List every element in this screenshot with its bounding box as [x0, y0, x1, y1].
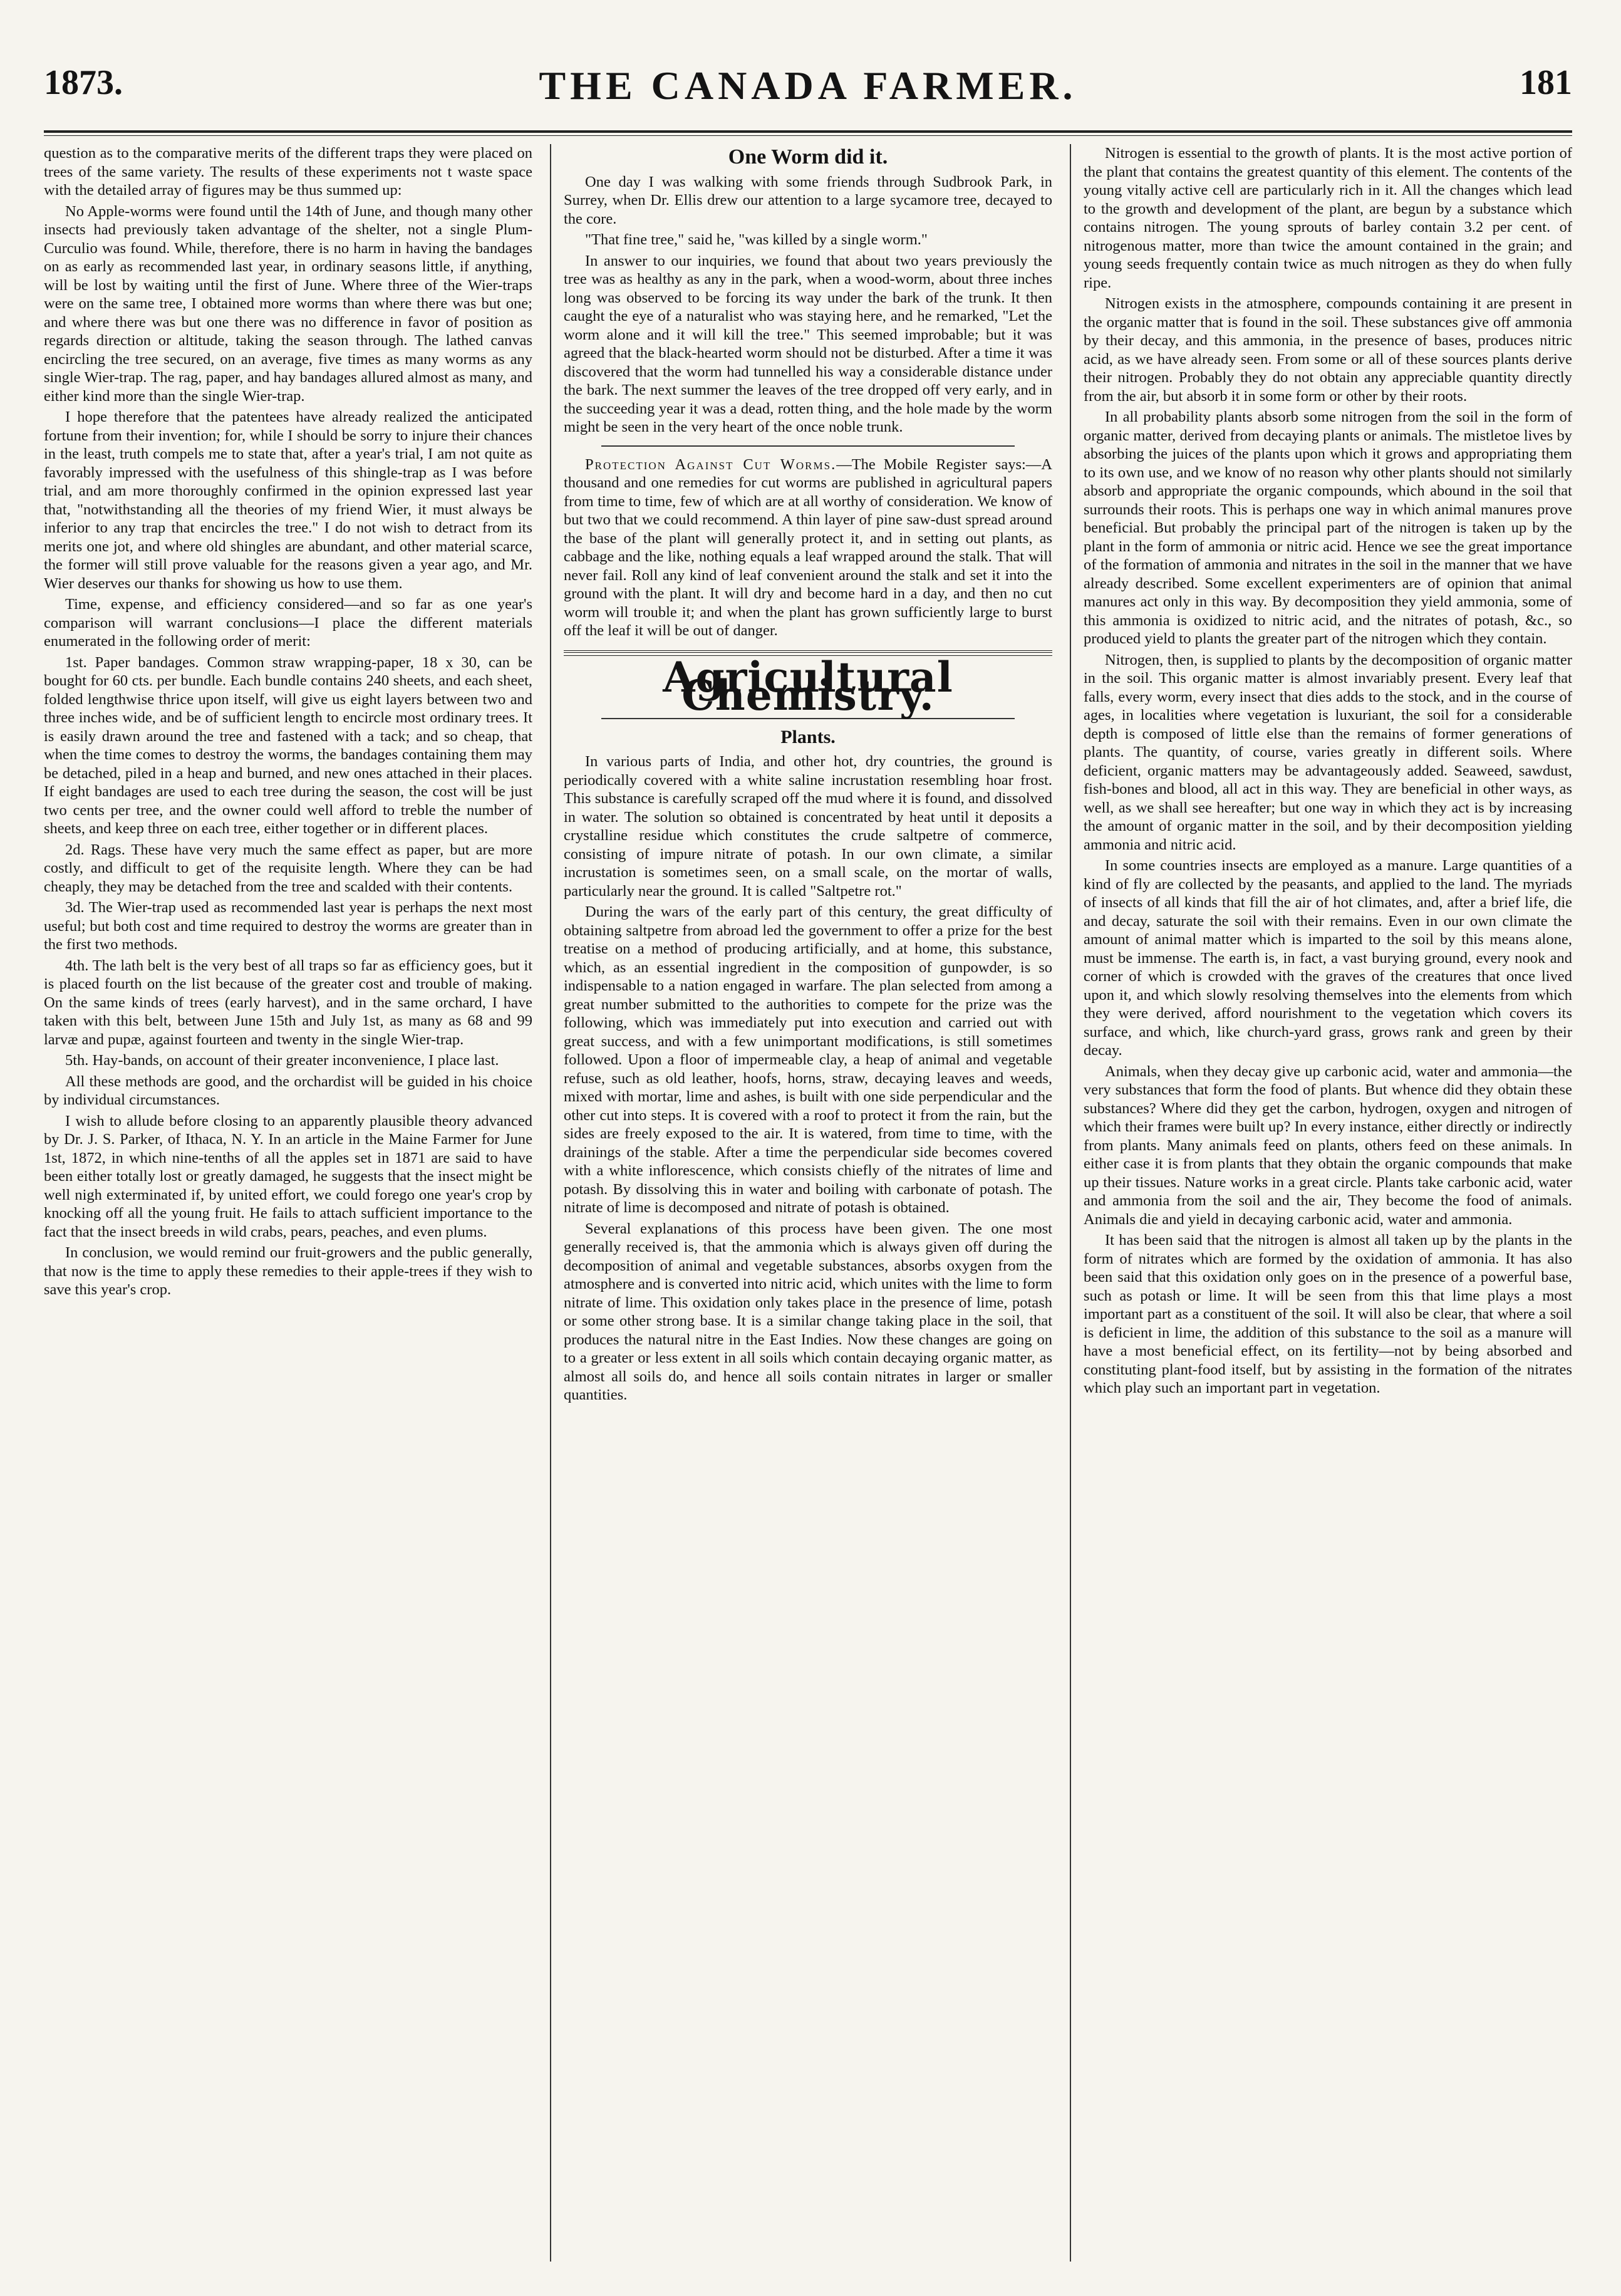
list-item: 1st. Paper bandages. Common straw wrapping-paper, 18 x 30, can be bought for 60 cts. per bundle. Each bundle contains 240 sheets, and each sheet, folded lengthwise thrice upon itself, will give us eight layers between two and three inches wide, and be of sufficient length to encircle most ordinary trees. It is easily drawn around the tree and fastened with a tack; and so cheap, that when the time comes to destroy the worms, the bandages containing them may be detached, piled in a heap and burned, and new ones attached in their places. If eight bandages are used to each tree during the season, the cost will be just two cents per tree, and the owner could well afford to treble the number of sheets, and keep three on each tree, either together or in different places. [44, 653, 532, 837]
paragraph: In some countries insects are employed as a manure. Large quantities of a kind of fly are collected by the peasants, and applied to the land. The myriads of insects of all kinds that fill the air of hot climates, and, after a brief life, die and decay, saturate the soil with their remains. Even in our own climate the amount of animal matter which is imparted to the soil by this means alone, must be immense. The earth is, in fact, a vast burying ground, every nook and corner of which is crowded with the graves of the creatures that once lived upon it, and which slowly resolving themselves into the elements from which they were derived, afford nourishment to the vegetation which covers its surface, and which, like church-yard grass, grows rank and green by their decay. [1084, 857, 1572, 1059]
paragraph: Several explanations of this process have been given. The one most generally received is, that the ammonia which is always given off during the decomposition of animal and vegetable substances, absorbs oxygen from the atmosphere and is converted into nitric acid, which unites with the lime to form nitrate of lime. This oxidation only takes place in the presence of lime, potash or some other strong base. It is a similar change taking place in the soil, that produces the natural nitre in the East Indies. Now these changes are going on to a greater or less extent in all soils which contain decaying organic matter, as almost all soils do, and hence all soils contain nitrates in larger or smaller quantities. [564, 1220, 1052, 1403]
paragraph: Time, expense, and efficiency considered—and so far as one year's comparison will warrant conclusions—I place the different materials enumerated in the following order of merit: [44, 596, 532, 650]
column-1 [44, 144, 532, 2262]
column-2 [564, 144, 1052, 2262]
paragraph: Animals, when they decay give up carbonic acid, water and ammonia—the very substances that form the food of plants. But whence did they obtain these substances? Where did they get the carbon, hydrogen, oxygen and nitrogen of which their frames were built up? In every instance, either directly or indirectly from plants. Many animals feed on plants, others feed on these animals. In either case it is from plants that they obtain the organic compounds that make up their tissues. Nature works in a great circle. Plants take carbonic acid, water and ammonia from the soil and the air, They become the food of animals. Animals die and yield in decaying carbonic acid, water and ammonia. [1084, 1062, 1572, 1228]
column-divider [550, 144, 551, 2262]
list-item: 3d. The Wier-trap used as recommended last year is perhaps the next most useful; but both cost and time required to destroy the worms are greater than in the first two methods. [44, 899, 532, 953]
paragraph: I wish to allude before closing to an apparently plausible theory advanced by Dr. J. S. Parker, of Ithaca, N. Y. In an article in the Maine Farmer for June 1st, 1872, in which nine-tenths of all the apples set in 1871 are said to have been either totally lost or greatly damaged, he suggests that the insect might be well nigh exterminated if, by united effort, we could forego one year's crop by knocking off all the young fruit. He fails to attach sufficient importance to the fact that the insect breeds in wild crabs, pears, peaches, and even plums. [44, 1112, 532, 1240]
article-heading: One Worm did it. [728, 145, 888, 169]
masthead-title: THE CANADA FARMER. [539, 63, 1077, 108]
masthead [44, 63, 1572, 132]
masthead-year: 1873. [44, 63, 123, 102]
article-heading: Plants. [780, 726, 836, 747]
paragraph: Nitrogen, then, is supplied to plants by the decomposition of organic matter in the soil. This organic matter is almost invariably present. Every leaf that falls, every worm, every insect that dies adds to the stock, and in the course of ages, in localities where vegetation is luxuriant, the soil for a considerable depth is composed of little else than the remains of former generations of plants. The quantity, of course, varies greatly in different soils. Where deficient, organic matters may be advantageously added. Seaweed, sawdust, fish-bones and blood, all act in this way. They are beneficial in other ways, as well, as we shall see hereafter; but one way in which they act is by increasing the amount of organic matter in the soil, and by their decomposition yielding ammonia and nitric acid. [1084, 651, 1572, 853]
paragraph: It has been said that the nitrogen is almost all taken up by the plants in the form of nitrates which are formed by the oxidation of ammonia. It has also been said that this oxidation only goes on in the presence of a powerful base, such as potash or lime. It will be seen from this that lime plays a most important part as a constituent of the soil. It will also be clear, that where a soil is deficient in lime, the addition of this substance to the soil as a manure will have a most beneficial effect, on its fertility—not by being absorbed and constituting plant-food itself, but by assisting in the formation of the nitrates which play such an important part in vegetation. [1084, 1232, 1572, 1396]
article-body: —The Mobile Register says:—A thousand and one remedies for cut worms are published in agricultural papers from time to time, few of which are at all worthy of consideration. We know of but two that we could recommend. A thin layer of pine saw-dust spread around the base of the plant will generally protect it, and in setting out plants, as cabbage and the like, nothing equals a leaf wrapped around the stalk. That will never fail. Roll any kind of leaf convenient around the stalk and set it into the ground with the plant. It will dry and become hard in a day, and then no cut worm will trouble it; and when the plant has grown sufficiently large to burst off the leaf it will be out of danger. [564, 455, 1052, 639]
list-item: 4th. The lath belt is the very best of all traps so far as efficiency goes, but it is placed fourth on the list because of the greater cost and trouble of making. On the same kinds of trees (early harvest), and in the same orchard, I have taken with this belt, between June 15th and July 1st, as many as 68 and 99 larvæ and pupæ, against fourteen and twenty in the single Wier-trap. [44, 957, 532, 1048]
masthead-rule [44, 130, 1572, 133]
masthead-rule-thin [44, 135, 1572, 136]
list-item: 5th. Hay-bands, on account of their greater inconvenience, I place last. [65, 1052, 499, 1069]
paragraph: In all probability plants absorb some nitrogen from the soil in the form of organic matter, derived from decaying plants or animals. The mistletoe lives by absorbing the juices of the plants upon which it grows and appropriating them to its own use, and we know of no reason why other plants should not similarly absorb and appropriate the organic compounds, which abound in the soil that surrounds their roots. This is perhaps one way in which animal manures prove beneficial. But probably the principal part of the nitrogen is taken up by the plant in the form of ammonia or nitric acid. Hence we see the great importance of the formation of ammonia and nitrates in the soil in the manner that we have already described. Some excellent experimenters are of opinion that animal manures act only in this way. By decomposition they yield ammonia, some of this ammonia is oxidized to nitric acid, and the nitrates of potash, &c., so produced yield to plants the greater part of the nitrogen which they contain. [1084, 408, 1572, 647]
column-divider [1070, 144, 1071, 2262]
newspaper-page [44, 25, 1572, 2280]
section-title: Agricultural Chemistry. [663, 652, 953, 720]
paragraph: In answer to our inquiries, we found that about two years previously the tree was as healthy as any in the park, when a wood-worm, about three inches long was observed to be forcing its way under the bark of the trunk. It then caught the eye of a naturalist who was staying here, and he remarked, "Let the worm alone and it will kill the tree." This seemed improbable; but it was agreed that the black-hearted worm should not be disturbed. After a time it was discovered that the worm had tunnelled his way a considerable distance under the bark. The next summer the leaves of the tree dropped off very early, and in the succeeding year it was a dead, rotten thing, and the hole made by the worm might be seen in the very heart of the once noble trunk. [564, 252, 1052, 435]
column-3 [1084, 144, 1572, 2262]
paragraph: Nitrogen exists in the atmosphere, compounds containing it are present in the organic matter that is found in the soil. These substances give off ammonia by their decay, and this ammonia, in the presence of bases, produces nitric acid, as we have already seen. From some or all of these sources plants derive their nitrogen. Probably they do not obtain any appreciable quantity directly from the air, but absorb it in some form or other by their roots. [1084, 295, 1572, 405]
paragraph: question as to the comparative merits of the different traps they were placed on trees of the same variety. The results of these experiments not t waste space with the detailed array of figures may be thus summed up: [44, 145, 532, 199]
paragraph: During the wars of the early part of this century, the great difficulty of obtaining saltpetre from abroad led the government to offer a prize for the best treatise on a method of producing artificially, and at home, this substance, which, as an essential ingredient in the composition of gunpowder, is so indispensable to a nation engaged in warfare. The plan selected from among a great number submitted to the authorities to compete for the prize was the following, which was immediately put into execution and carried out with great success, and with a few unimportant modifications, is still sometimes followed. Upon a floor of impermeable clay, a heap of animal and vegetable refuse, such as old leather, hoofs, horns, straw, decaying leaves and weeds, mixed with mortar, lime and ashes, is built with one side perpendicular and the other cut into steps. It is covered with a roof to protect it from the rain, but the sides are freely exposed to the air. It is watered, from time to time, with the drainings of the stable. After a time the perpendicular side becomes covered with a white inflorescence, which consists chiefly of the nitrates of lime and potash. By dissolving this in water and boiling with carbonate of potash. The nitrate of lime is decomposed and nitrate of potash is obtained. [564, 903, 1052, 1216]
paragraph: "That fine tree," said he, "was killed by a single worm." [585, 231, 928, 248]
page-number: 181 [1520, 63, 1572, 102]
paragraph: In conclusion, we would remind our fruit-growers and the public generally, that now is the time to apply these remedies to their apple-trees if they wish to save this year's crop. [44, 1244, 532, 1298]
article-divider [601, 445, 1015, 447]
paragraph: One day I was walking with some friends through Sudbrook Park, in Surrey, when Dr. Ellis drew our attention to a large sycamore tree, decayed to the core. [564, 173, 1052, 227]
paragraph: Nitrogen is essential to the growth of plants. It is the most active portion of the plant that contains the greatest quantity of this element. The contents of the young vitally active cell are particularly rich in it. All the changes which lead to the growth and development of the plant, are begun by a substance which contains nitrogen. The young sprouts of barley contain 3.2 per cent. of nitrogenous matter, more than twice the amount contained in the grain; and young seeds frequently contain twice as much nitrogen as they do when fully ripe. [1084, 145, 1572, 291]
list-item: 2d. Rags. These have very much the same effect as paper, but are more costly, and difficult to get of the requisite length. Where they can be had cheaply, they may be detached from the tree and scalded with their contents. [44, 841, 532, 895]
paragraph: In various parts of India, and other hot, dry countries, the ground is periodically covered with a white saline incrustation resembling hoar frost. This substance is carefully scraped off the mud where it is found, and dissolved in water. The solution so obtained is concentrated by heat until it deposits a crystalline residue which constitutes the crude saltpetre of commerce, consisting of impure nitrate of potash. In our own climate, a similar incrustation is sometimes seen, on a small scale, on the mortar of walls, particularly near the ground. It is called "Saltpetre rot." [564, 753, 1052, 900]
article-lead: Protection Against Cut Worms. [585, 455, 837, 473]
paragraph: No Apple-worms were found until the 14th of June, and though many other insects had previously taken advantage of the shelter, not a single Plum-Curculio was found. While, therefore, there is no harm in having the bandages on as early as recommended last year, in ordinary seasons little, if anything, will be lost by waiting until the first of June. Where three of the Wier-traps were on the same tree, I obtained more worms than where there was but one; and where there was but one there was no difference in favor of position as regards direction or altitude, taking the season through. The lathed canvas encircling the tree secured, on an average, five times as many worms as any single Wier-trap. The rag, paper, and hay bandages allured almost as many, and either kind more than the single Wier-trap. [44, 202, 532, 405]
paragraph [564, 455, 1052, 640]
paragraph: I hope therefore that the patentees have already realized the anticipated fortune from their invention; for, while I should be sorry to injure their chances in the least, truth compels me to state that, after a year's trial, I am not quite as favorably impressed with the usefulness of this shingle-trap as I was before trial, and am more thoroughly confirmed in the opinion expressed last year that, "notwithstanding all the theories of my friend Wier, it must always be inferior to any trap that encircles the tree." I do not wish to detract from its merits one jot, and where old shingles are abundant, and other material scarce, the former will still prove valuable for the reasons given a year ago, and Mr. Wier deserves our thanks for showing us how to use them. [44, 408, 532, 592]
paragraph: All these methods are good, and the orchardist will be guided in his choice by individual circumstances. [44, 1073, 532, 1108]
